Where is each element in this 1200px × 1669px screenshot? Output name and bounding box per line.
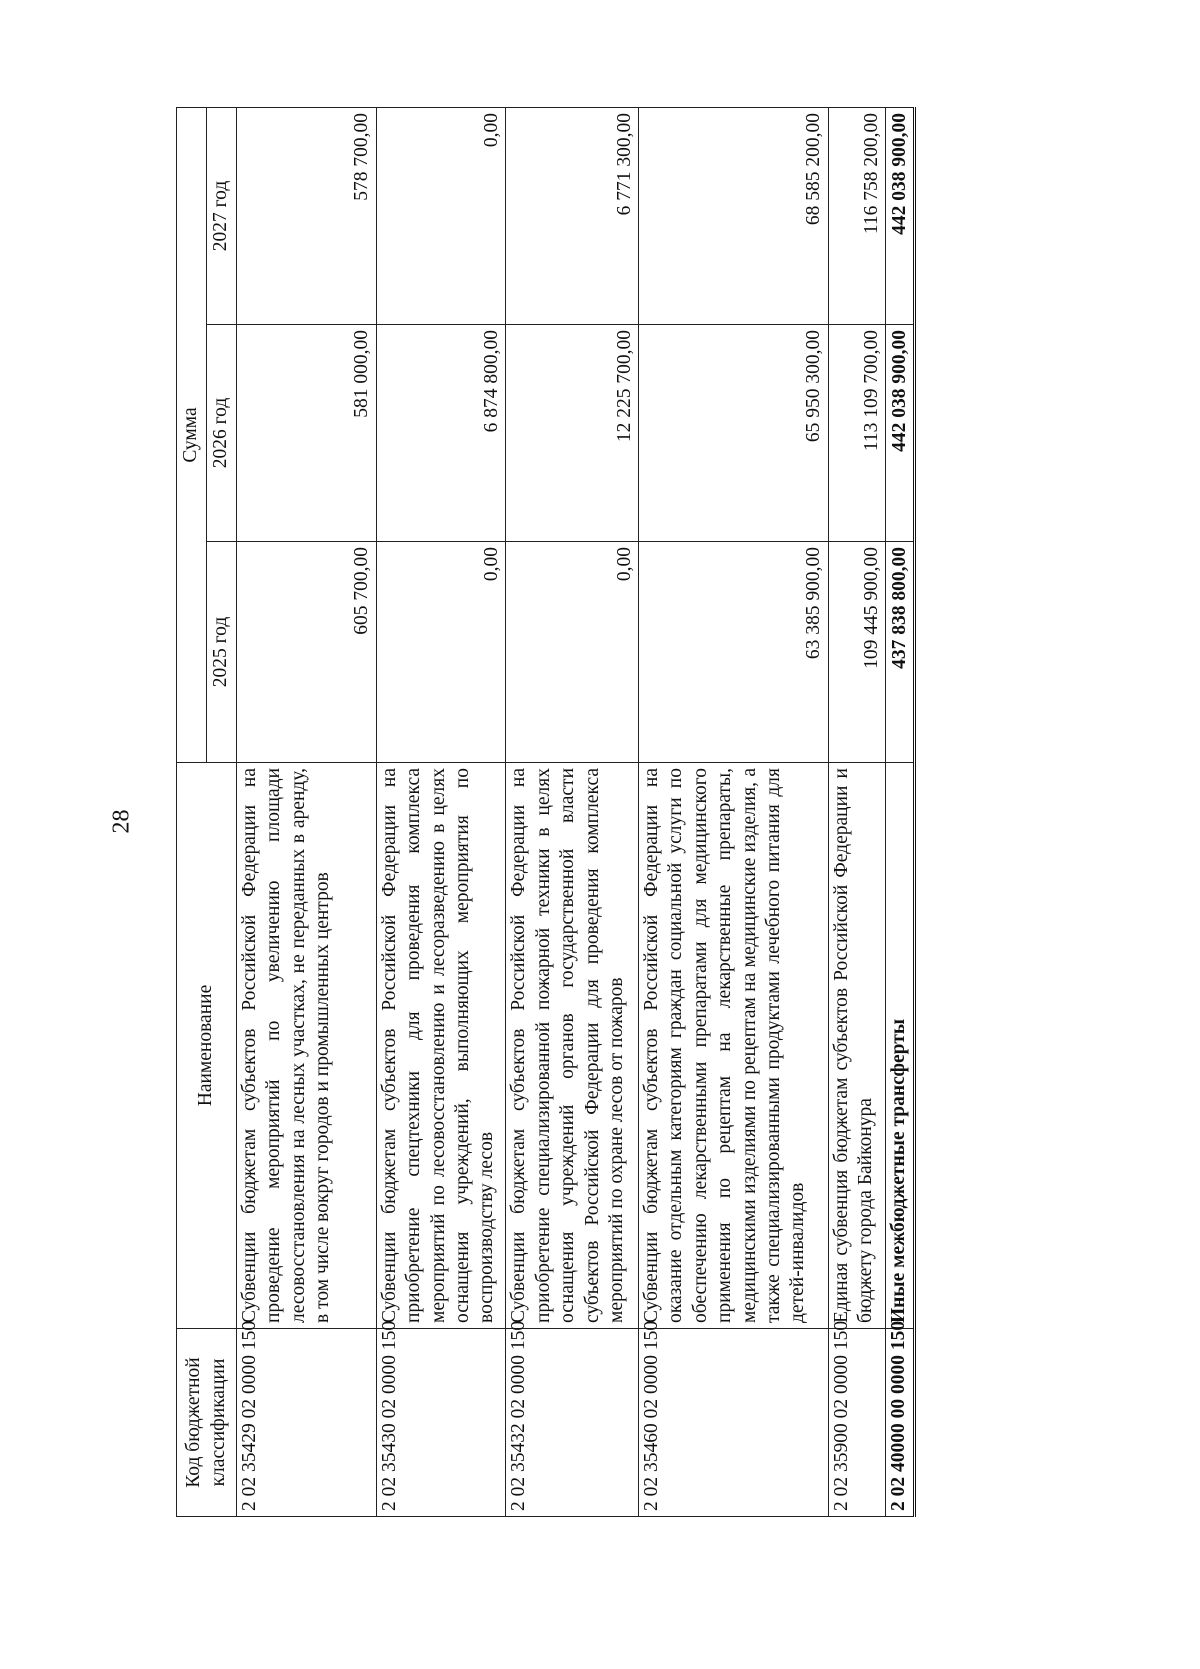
row-2025: 0,00 xyxy=(376,542,506,763)
total-2027: 442 038 900,00 xyxy=(886,107,915,324)
row-2027: 578 700,00 xyxy=(237,107,377,324)
table-row xyxy=(639,107,829,1516)
row-2025: 0,00 xyxy=(506,542,639,763)
row-name: Субвенции бюджетам субъектов Российской Федерации на приобретение спецтехники для проведения комплекса мероприятий по лесовосстановлению и лесоразведению в целях оснащения учреждений, выполняющих мероприятия по воспроизводству лесов xyxy=(376,763,506,1329)
header-year-2026: 2026 год xyxy=(207,325,237,542)
row-2026: 12 225 700,00 xyxy=(506,325,639,542)
header-year-2027: 2027 год xyxy=(207,107,237,324)
table-row xyxy=(506,107,639,1516)
row-name: Субвенции бюджетам субъектов Российской Федерации на приобретение специализированной пожарной техники в целях оснащения учреждений органов государственной власти субъектов Российской Федерации для проведения комплекса мероприятий по охране лесов от пожаров xyxy=(506,763,639,1329)
row-code: 2 02 35429 02 0000 150 xyxy=(237,1329,377,1517)
table-row xyxy=(376,107,506,1516)
row-2027: 116 758 200,00 xyxy=(828,107,885,324)
table-row xyxy=(237,107,377,1516)
row-name: Субвенции бюджетам субъектов Российской Федерации на проведение мероприятий по увеличению площади лесовосстановления на лесных участках, не переданных в аренду, в том числе вокруг городов и промышленных центров xyxy=(237,763,377,1329)
page-number: 28 xyxy=(108,809,135,834)
total-2026: 442 038 900,00 xyxy=(886,325,915,542)
total-name: Иные межбюджетные трансферты xyxy=(886,763,915,1329)
row-2025: 63 385 900,00 xyxy=(639,542,829,763)
row-name: Субвенции бюджетам субъектов Российской Федерации на оказание отдельным категориям граждан социальной услуги по обеспечению лекарственными препаратами для медицинского применения по рецептам на лекарственные препараты, медицинскими изделиями по рецептам на медицинские изделия, а также специализированными продуктами лечебного питания для детей-инвалидов xyxy=(639,763,829,1329)
row-2025: 605 700,00 xyxy=(237,542,377,763)
row-code: 2 02 35460 02 0000 150 xyxy=(639,1329,829,1517)
table-row xyxy=(828,107,885,1516)
row-name: Единая субвенция бюджетам субъектов Российской Федерации и бюджету города Байконура xyxy=(828,763,885,1329)
total-row xyxy=(886,107,915,1516)
budget-table xyxy=(176,107,916,1517)
row-code: 2 02 35430 02 0000 150 xyxy=(376,1329,506,1517)
header-name: Наименование xyxy=(177,763,237,1329)
row-2027: 6 771 300,00 xyxy=(506,107,639,324)
budget-table-wrapper xyxy=(176,108,916,1517)
total-2025: 437 838 800,00 xyxy=(886,542,915,763)
row-2026: 581 000,00 xyxy=(237,325,377,542)
row-2027: 0,00 xyxy=(376,107,506,324)
header-year-2025: 2025 год xyxy=(207,542,237,763)
row-2027: 68 585 200,00 xyxy=(639,107,829,324)
header-sum: Сумма xyxy=(177,107,207,762)
header-code: Код бюджетной классификации xyxy=(177,1329,237,1517)
row-code: 2 02 35900 02 0000 150 xyxy=(828,1329,885,1517)
row-2026: 65 950 300,00 xyxy=(639,325,829,542)
row-2026: 113 109 700,00 xyxy=(828,325,885,542)
row-code: 2 02 35432 02 0000 150 xyxy=(506,1329,639,1517)
row-2026: 6 874 800,00 xyxy=(376,325,506,542)
row-2025: 109 445 900,00 xyxy=(828,542,885,763)
total-code: 2 02 40000 00 0000 150 xyxy=(886,1329,915,1517)
